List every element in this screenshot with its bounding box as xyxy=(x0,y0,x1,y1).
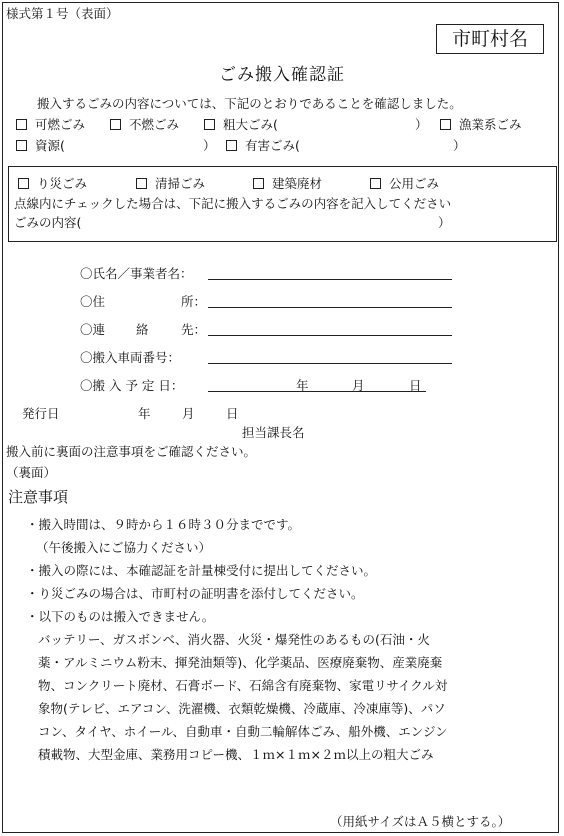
checkbox-icon xyxy=(16,119,27,130)
issue-month: 月 xyxy=(182,406,195,421)
contact-label-c: 先： xyxy=(181,322,207,337)
checkbox-fishery[interactable]: 漁業系ごみ xyxy=(440,115,522,133)
check-back-note: 搬入前に裏面の注意事項をご確認ください。 xyxy=(6,444,257,459)
checkbox-icon xyxy=(370,178,381,189)
name-label: 〇氏名／事業者名： xyxy=(80,266,193,281)
checkbox-icon xyxy=(226,140,237,151)
checkbox-icon xyxy=(440,119,451,130)
checkbox-disaster[interactable]: り災ごみ xyxy=(18,174,87,192)
paper-size-note: （用紙サイズはＡ５横とする。） xyxy=(330,814,511,829)
prohibited-line: 積載物、大型金庫、業務用コピー機、１ｍ×１ｍ×２ｍ以上の粗大ごみ xyxy=(38,747,434,762)
schedule-month: 月 xyxy=(352,378,365,393)
address-label-a: 〇住 xyxy=(80,294,106,309)
issue-date-label: 発行日 xyxy=(22,406,60,421)
bulky-close-paren: ） xyxy=(415,117,428,132)
checkbox-icon xyxy=(204,119,215,130)
checkbox-icon xyxy=(16,140,27,151)
checkbox-icon xyxy=(18,178,29,189)
prohibited-line: 象物(テレビ、エアコン、洗濯機、衣類乾燥機、冷蔵庫、冷凍庫等)、パソ xyxy=(38,701,446,716)
checkbox-icon xyxy=(253,178,264,189)
municipality-stamp: 市町村名 xyxy=(436,24,544,54)
content-close-paren: ） xyxy=(438,215,451,230)
prohibited-line: 物、コンクリート廃材、石膏ボード、石綿含有廃棄物、家電リサイクル対 xyxy=(38,678,448,693)
notice-item: ・り災ごみの場合は、市町村の証明書を添付してください。 xyxy=(26,586,364,601)
checkbox-hazardous[interactable]: 有害ごみ( xyxy=(226,136,300,154)
notice-item: ・搬入時間は、９時から１６時３０分までです。 xyxy=(26,517,301,532)
notice-item: ・以下のものは搬入できません。 xyxy=(26,609,215,624)
schedule-day: 日 xyxy=(409,378,422,393)
prohibited-line: バッテリー、ガスボンベ、消火器、火災・爆発性のあるもの(石油・火 xyxy=(38,632,430,647)
resources-close-paren: ） xyxy=(203,138,216,153)
content-label: ごみの内容( xyxy=(14,215,82,230)
back-label: （裏面） xyxy=(6,465,57,480)
checkbox-construction[interactable]: 建築廃材 xyxy=(253,174,322,192)
checkbox-nonburnable[interactable]: 不燃ごみ xyxy=(110,115,179,133)
notice-item: （午後搬入にご協力ください） xyxy=(36,540,212,555)
page-title: ごみ搬入確認証 xyxy=(219,65,345,85)
address-field[interactable] xyxy=(208,307,452,308)
issue-year: 年 xyxy=(138,406,151,421)
issue-day: 日 xyxy=(226,406,239,421)
notice-heading: 注意事項 xyxy=(8,488,69,506)
prohibited-line: コン、タイヤ、ホイール、自動車・自動二輪解体ごみ、船外機、エンジン xyxy=(38,724,448,739)
checkbox-resources[interactable]: 資源( xyxy=(16,136,65,154)
contact-field[interactable] xyxy=(208,335,452,336)
checkbox-icon xyxy=(110,119,121,130)
vehicle-field[interactable] xyxy=(208,363,452,364)
prohibited-line: 薬・アルミニウム粉末、揮発油類等)、化学薬品、医療廃棄物、産業廃棄 xyxy=(38,655,443,670)
checkbox-cleaning[interactable]: 清掃ごみ xyxy=(136,174,205,192)
address-label-b: 所： xyxy=(181,294,207,309)
checkbox-public[interactable]: 公用ごみ xyxy=(370,174,439,192)
form-number: 様式第１号（表面） xyxy=(6,6,119,21)
schedule-field[interactable] xyxy=(208,391,426,392)
checkbox-burnable[interactable]: 可燃ごみ xyxy=(16,115,85,133)
schedule-label: 〇搬 入 予 定 日： xyxy=(80,378,184,393)
hazardous-close-paren: ） xyxy=(453,138,466,153)
special-note: 点線内にチェックした場合は、下記に搬入するごみの内容を記入してください xyxy=(14,196,452,211)
name-field[interactable] xyxy=(208,279,452,280)
manager-label: 担当課長名 xyxy=(242,425,305,440)
contact-label-b: 絡 xyxy=(136,322,149,337)
contact-label-a: 〇連 xyxy=(80,322,106,337)
intro-text: 搬入するごみの内容については、下記のとおりであることを確認しました。 xyxy=(37,96,462,111)
schedule-year: 年 xyxy=(296,378,309,393)
checkbox-bulky[interactable]: 粗大ごみ( xyxy=(204,115,278,133)
vehicle-label: 〇搬入車両番号： xyxy=(80,350,181,365)
checkbox-icon xyxy=(136,178,147,189)
notice-item: ・搬入の際には、本確認証を計量棟受付に提出してください。 xyxy=(26,563,377,578)
